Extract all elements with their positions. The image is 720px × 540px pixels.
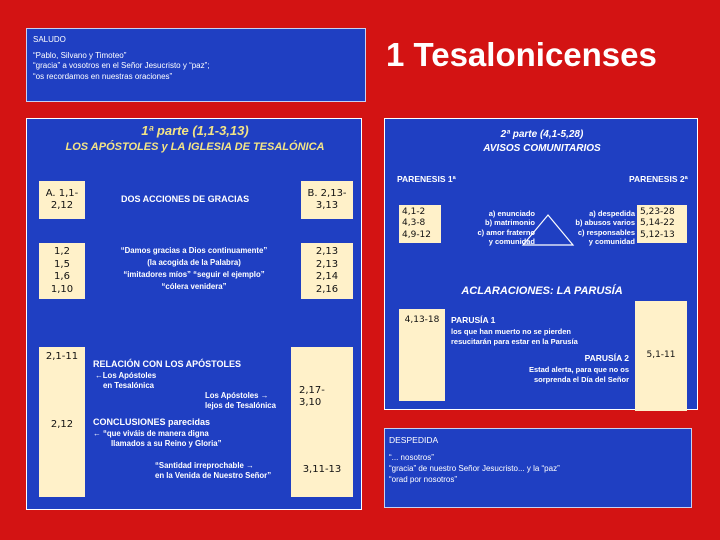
santidad-text xyxy=(155,461,271,480)
parusia2-line: Estad alerta, para que no os xyxy=(528,365,629,374)
ref-413: 4,13-18 xyxy=(404,315,440,325)
part2-panel xyxy=(384,118,698,410)
relacion-line: ←Los Apóstoles xyxy=(95,371,157,380)
santidad-line: en la Venida de Nuestro Señor” xyxy=(155,470,272,480)
ref-413-column xyxy=(399,309,445,401)
gracias-line: (la acogida de la Palabra) xyxy=(147,258,241,268)
part2-heading: 2ª parte (4,1-5,28) xyxy=(500,129,584,140)
part2-subheading: AVISOS COMUNITARIOS xyxy=(483,143,601,154)
part1-subheading: LOS APÓSTOLES y LA IGLESIA DE TESALÓNICA xyxy=(65,141,325,153)
tri-right-text xyxy=(545,209,635,247)
p2-refs: 5,23-28 5,14-22 5,12-13 xyxy=(637,205,687,243)
refs-left-1: 1,2 1,5 1,6 1,10 xyxy=(39,243,85,299)
tri-right-line: a) despedida xyxy=(589,209,635,218)
relacion-title: RELACIÓN CON LOS APÓSTOLES xyxy=(93,359,242,369)
saludo-box xyxy=(26,28,366,102)
saludo-text xyxy=(33,51,210,82)
despedida-line: “orad por nosotros” xyxy=(389,474,458,484)
relacion-line: en Tesalónica xyxy=(103,380,154,390)
apostoles-lejos xyxy=(205,391,276,410)
ref-217: 2,17- 3,10 xyxy=(291,383,353,411)
parusia2-line: sorprenda el Día del Señor xyxy=(533,375,629,385)
saludo-heading: SALUDO xyxy=(33,35,66,44)
despedida-heading: DESPEDIDA xyxy=(389,435,439,445)
relacion-text xyxy=(95,371,156,390)
santidad-line: “Santidad irreprochable → xyxy=(155,461,254,470)
ref-211: 2,1-11 xyxy=(45,351,79,362)
part1-panel xyxy=(26,118,362,510)
lejos-line: Los Apóstoles → xyxy=(205,391,269,400)
gracias-text xyxy=(89,245,299,293)
conclusiones-text xyxy=(93,429,222,448)
ref-212: 2,12 xyxy=(39,415,85,435)
parusia2-title: PARUSÍA 2 xyxy=(584,353,629,363)
gracias-line: “cólera venidera” xyxy=(161,282,227,292)
despedida-line: “... nosotros” xyxy=(389,453,434,462)
aclaraciones-heading: ACLARACIONES: LA PARUSÍA xyxy=(461,285,623,297)
gracias-line: “imitadores míos” “seguir el ejemplo” xyxy=(123,270,265,280)
page-title: 1 Tesalonicenses xyxy=(386,36,657,73)
ref-a: A. 1,1- 2,12 xyxy=(39,181,85,219)
gracias-line: “Damos gracias a Dios continuamente” xyxy=(120,246,268,255)
ref-311: 3,11-13 xyxy=(291,461,353,479)
ref-511: 5,1-11 xyxy=(646,350,676,361)
tri-right-line: c) responsables xyxy=(577,227,635,237)
tri-left-line: b) matrimonio xyxy=(485,218,535,228)
lejos-line: lejos de Tesalónica xyxy=(205,400,276,410)
part1-heading: 1ª parte (1,1-3,13) xyxy=(141,123,249,138)
tri-right-line: y comunidad xyxy=(588,237,635,247)
p1-refs: 4,1-2 4,3-8 4,9-12 xyxy=(399,205,441,243)
parusia1-line: los que han muerto no se pierden xyxy=(451,327,572,336)
conclusiones-line: ← “que viváis de manera digna xyxy=(93,429,209,438)
acciones-label: DOS ACCIONES DE GRACIAS xyxy=(121,194,250,204)
despedida-text xyxy=(389,453,560,485)
parenesis1-label: PARENESIS 1ª xyxy=(397,174,456,184)
parusia2-text xyxy=(499,365,629,385)
tri-left-text xyxy=(445,209,535,247)
saludo-line: “gracia” a vosotros en el Señor Jesucristo y “paz”; xyxy=(33,61,210,71)
ref-511-column xyxy=(635,301,687,411)
saludo-line: “Pablo, Silvano y Timoteo” xyxy=(33,51,127,60)
parusia1-line: resucitarán para estar en la Parusía xyxy=(451,337,578,347)
conclusiones-line: llamados a su Reino y Gloria” xyxy=(111,438,222,448)
saludo-line: “os recordamos en nuestras oraciones” xyxy=(33,71,173,81)
despedida-box xyxy=(384,428,692,508)
refs-right-1: 2,13 2,13 2,14 2,16 xyxy=(301,243,353,299)
parusia1-title: PARUSÍA 1 xyxy=(451,315,496,325)
conclusiones-title: CONCLUSIONES parecidas xyxy=(93,417,211,427)
despedida-line: “gracia” de nuestro Señor Jesucristo... y la “paz” xyxy=(389,463,560,473)
tri-right-line: b) abusos varios xyxy=(575,218,635,228)
tri-left-line: a) enunciado xyxy=(488,209,535,218)
tri-left-line: c) amor fraterno xyxy=(477,227,535,237)
parenesis2-label: PARENESIS 2ª xyxy=(629,174,688,184)
ref-b: B. 2,13- 3,13 xyxy=(301,181,353,219)
tri-left-line: y comunidad xyxy=(488,237,535,247)
parusia1-text xyxy=(451,327,578,347)
